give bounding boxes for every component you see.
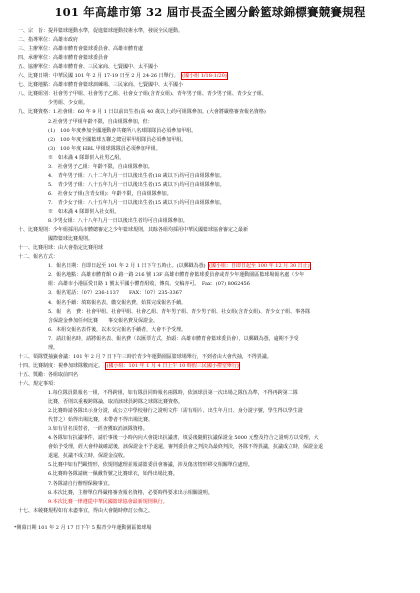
rule-section-text: 少男組、少女組。 (48, 100, 89, 107)
rule-section-text: 會始予受理，經大會仲裁確認後，該保證金不予退還，審判委員會之判決為最終判決，各隊不得異議，抗議成立時，保證金退 (48, 444, 324, 451)
rule-section-text: 5．報 名 費：社會甲組、社會甲組、社會乙組、青年男子組、青少男子組、社女組(含青女組)、青少女子組、事各隊 (48, 308, 311, 315)
rule-line (18, 109, 266, 115)
rule-section-text: 本競賽規程如有未盡事宜，得由大會隨時修訂公佈之。 (33, 507, 154, 514)
rule-section-text: 8.少男女組：八十八年九月一日以後出生者均可自由組隊參加。 (48, 218, 188, 225)
rule-section-text: 7．請註報名時，請將報名表、報名費（以匯票方式，抬頭：高雄市體育會籃球委員會），以郵戳為憑，逾期不予受 (48, 335, 299, 342)
rule-section-text: 8.本次比賽，主辦單位得嚴格審查報名資格，必要時得要求出示相關證明。 (48, 489, 213, 496)
rule-section-text: 提昇籃球運動水準，促進籃球運動技術水準，發展全民運動。 (48, 28, 184, 34)
rule-line (18, 82, 183, 88)
rule-line (18, 390, 298, 396)
rule-section-text: 各組取前四名 (48, 371, 79, 378)
rule-section-text: 2.比賽時請各隊出示身分證，或公立中學校發行之證明文件（需有相片、出生年月日、身分證字號，學生得以學生證 (48, 408, 303, 415)
rule-section-text: 4．報名手續：填寫報名表，繳交報名費，始算完成報名手續。 (48, 299, 187, 306)
rule-section-text: 社會男子甲組、社會男子乙組、社會女子組(含青女組)、青年男子組、青少男子組、青少女子組、 (53, 91, 267, 98)
highlighted-note: (國小組 1/18-1/20) (182, 73, 227, 80)
rule-line (18, 37, 78, 43)
rule-line (18, 399, 183, 405)
rule-line (18, 155, 124, 161)
rule-section-label: 六、比賽日期： (18, 73, 54, 80)
rule-section-text: ※ 如未滿 4 隊即併入社女組。 (48, 209, 120, 215)
rule-line (18, 146, 161, 152)
rule-section-text: 3．報名電話：（07）236-1137 FAX：（07）235-3367 (48, 290, 183, 297)
rule-line (18, 28, 183, 34)
rule-section-text: 理。 (48, 344, 59, 351)
rule-line (18, 236, 93, 242)
rule-line (18, 309, 310, 315)
rule-section-text: 1．報名日期：自即日起至 101 年 2 月 1 日下午五時止。(以郵戳為憑) (48, 263, 206, 270)
rule-line (18, 481, 113, 487)
rule-section-text: 視參加球隊數而定。 (58, 362, 104, 369)
rule-line (18, 490, 213, 496)
rule-section-text: 6．本組交報名表件後，以未交完報名手續者，大會不予受理。 (48, 326, 187, 333)
rule-line (18, 471, 178, 477)
rule-section-text: 高雄市體育會、三民家商、七賢國中、太平國小 (53, 64, 159, 71)
rule-line (18, 209, 119, 215)
rule-line (18, 408, 303, 414)
rule-section-label: 十六、規定事項： (18, 380, 59, 387)
rule-line (18, 281, 250, 287)
rule-section-text: 退還，抗議不成立時，保證金沒收。 (48, 453, 129, 460)
rule-section-label: 八、比賽組別： (18, 91, 54, 98)
rule-section-label: 九、比賽資格： (18, 109, 54, 116)
rule-section-text: 組：高雄市小港區愛日路 1 號太平國小體育組收，傳真、交稿亦可。 Fax：(07) 8062456 (48, 281, 250, 288)
rule-line (18, 245, 103, 251)
rule-line (18, 164, 153, 170)
rule-section-label: 一、宗 旨： (18, 28, 49, 34)
rule-section-text: 高雄市體育會籃球委員會、高雄市體育處 (53, 46, 144, 53)
rule-section-label: 三、主辦單位： (18, 46, 54, 53)
rule-section-label: 七、比賽地點： (18, 82, 54, 89)
highlighted-note: (國小組：101 年 1 月 4 日上午 10 時假三民國小禮堂舉行) (106, 362, 239, 369)
rule-section-text: 5. 青少男子組：八十五年九月一日以後出生者(15 歲以下)均可自由組隊參加。 (48, 181, 225, 188)
rule-section-text: 由大會指定比賽用球 (58, 245, 104, 252)
rule-section-text: 高雄市體育會籃球訓練場、三民家商、七賢國中、太平國小 (53, 82, 184, 89)
rule-line (18, 318, 158, 324)
rule-line (18, 453, 128, 459)
rule-line (18, 327, 186, 333)
rule-line (18, 55, 108, 61)
rule-section-text: 2．報名地點：高雄市體育館 O 路一路 216 號 13F 高雄市體育會籃球委員會或青少年運動園區籃球場報名處（少年 (48, 272, 305, 279)
rule-section-text: 3. 社會男子乙組：年齡不限，自由組隊參加。 (48, 163, 153, 170)
opening-date-footer: *開幕日期 101 年 2 月 17 日下午 5 點青少年運動園區籃球場 (14, 524, 152, 531)
rule-section-text: 比賽，否則以重複跨隊論，取消該球員跨隊之球隊比賽資格。 (48, 399, 184, 406)
rule-line (18, 254, 58, 260)
rule-section-label: 五、協辦單位： (18, 64, 54, 71)
rule-section-label: 十、比賽規則： (18, 227, 54, 234)
rule-line (18, 372, 78, 378)
rule-line (18, 46, 143, 52)
rule-line (18, 191, 172, 197)
rule-line (18, 182, 225, 188)
rule-line (18, 462, 253, 468)
rule-line (18, 363, 240, 369)
rule-line (18, 354, 272, 360)
rule-section-label: 十三、領隊暨抽籤會議： (18, 353, 74, 360)
rule-line (18, 227, 248, 233)
rule-line (18, 100, 88, 106)
rule-line (18, 218, 188, 224)
rule-section-text: 4. 青年男子組：八十二年九月一日以後出生者(18 歲以下)均可自由組隊參加。 (48, 172, 225, 179)
rule-section-text: 1.每位隊員限報名一組，不得跨組，如有隊員同時報名兩隊時，依該球員第一次出場之隊伍為準，不得再跨第二隊 (48, 390, 298, 396)
rule-section-label: 十七、 (18, 507, 34, 514)
rule-section-text: 5.比賽中如有鬥毆情形，依規則處理並報請籃委員會審議，涉及傷害情形移交相關單位處理。 (48, 462, 253, 469)
rule-line (18, 119, 153, 125)
rule-line (18, 300, 186, 306)
rule-line (18, 435, 319, 441)
rule-section-text: 高雄市政府 (53, 37, 79, 44)
rule-section-text: 3.如有冒名頂替者，一經查獲取消該隊資格。 (48, 426, 148, 433)
rule-line (18, 336, 299, 342)
rule-line (18, 137, 186, 143)
rule-line (18, 426, 148, 432)
rule-section-text: 4.各隊如有抗議事件，請於事後一小時內向大會提出抗議書，填妥後隨附抗議保證金 5000 元整及符合之證明方以受理，大 (48, 435, 319, 442)
page-title: 101 年高雄市第 32 屆市長盃全國分齡籃球錦標賽競賽規程 (54, 5, 366, 19)
rule-line (18, 91, 267, 97)
rule-section-text: 6.比賽時各隊請統一佩戴背號之比賽球衣，始得出場比賽。 (48, 471, 178, 478)
rule-section-label: 十五、獎勵： (18, 371, 49, 378)
rule-section-label: 二、指導單位： (18, 37, 54, 44)
rule-line (18, 128, 196, 134)
rule-line (18, 417, 153, 423)
rule-section-label: 四、承辦單位： (18, 55, 54, 62)
rule-line (18, 290, 182, 296)
rule-section-text: (1) 100 年度參加全國運動會共賽所八名球隊隊員必須參加甲組。 (48, 127, 197, 134)
rule-section-text: 代替之）始得出場比賽，未帶者不得出場比賽。 (48, 417, 154, 424)
rule-section-text: 7.各隊請自行辦理保險事宜。 (48, 480, 113, 487)
rule-line (18, 73, 228, 79)
highlighted-note: (國小組：自即日起至 100 年 12 月 30 日止) (209, 263, 310, 270)
rule-section-text: 含保證金參加任何比賽 事交報名費及保證金。 (48, 317, 159, 324)
rule-section-text: 101 年 2 月 7 日下午三時於青少年運動園區籃球場舉行，不到者由大會代抽，不得異議。 (73, 353, 272, 360)
rule-line (18, 263, 311, 269)
rule-section-text: ※ 如未滿 4 隊即併入社男乙組。 (48, 154, 125, 161)
rule-section-text: 少年組採用高市體總審定之少年籃球規則，其餘各組均採用中華民國籃球協會審定之最新 (53, 227, 249, 234)
rule-section-text: 高雄市體育會籃球委員會 (53, 55, 109, 62)
rule-line (18, 64, 158, 70)
rule-line (18, 444, 323, 450)
rule-line (18, 381, 58, 387)
rule-section-text: (2) 100 年度全國籃球五聯之總冠軍甲組隊員必須參加甲組。 (48, 136, 187, 143)
rule-section-text: 國際籃球比賽規則。 (48, 236, 94, 243)
rule-line (18, 345, 58, 351)
rule-section-label: 十一、比賽用球： (18, 245, 59, 252)
rule-section-text: 1.社會組：60 年 9 月 1 日以前出生者(高 40 歲以上)均可組隊參加。(大會將嚴格審查報名資格) (53, 109, 266, 116)
rule-section-text: 6. 社會女子組(含青女組)：年齡不限，自由組隊參加。 (48, 190, 172, 197)
rule-section-text: (3) 100 年度 HBL 甲組球隊隊員必須參加甲組。 (48, 145, 161, 152)
rule-section-label: 十二、報名方式： (18, 254, 59, 261)
rule-section-text: 7. 青少女子組：八十五年九月一日以後出生者(15 歲以下)均可自由組隊參加。 (48, 199, 225, 206)
rule-line (18, 499, 168, 505)
rule-line (18, 508, 153, 514)
rule-line (18, 200, 225, 206)
rule-section-text: 2.社會男子甲組年齡不限，自由組隊參加，但： (48, 118, 153, 125)
rule-section-label: 十四、比賽制度： (18, 362, 59, 369)
rule-line (18, 272, 304, 278)
rule-section-text: 中華民國 101 年 2 月 17-19 日至 2 月 24-26 日舉行。 (53, 73, 179, 80)
rule-section-text: 9.本次比賽一律遵從中華民國籃球協會最新規則執行。 (48, 498, 168, 505)
rule-line (18, 173, 225, 179)
